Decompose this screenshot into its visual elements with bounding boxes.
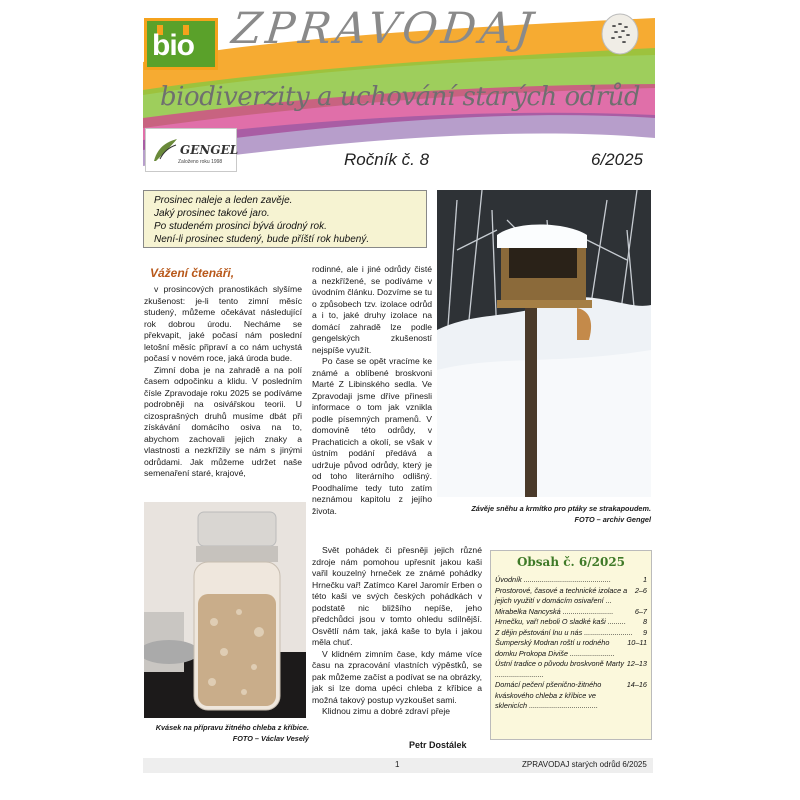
- proverb-line: Jaký prosinec takové jaro.: [154, 208, 270, 219]
- footer-publication: ZPRAVODAJ starých odrůd 6/2025: [522, 760, 647, 769]
- gengel-logo: [145, 128, 237, 172]
- snow-birdfeeder-photo: [437, 190, 651, 497]
- article-column-2-lower: [312, 545, 482, 718]
- proverb-line: Prosinec naleje a leden zavěje.: [154, 195, 293, 206]
- paragraph: Svět pohádek či přesněji jejich různé zdroje nám pomohou upřesnit jakou kaši vařil kouzelný hrneček ze známé pohádky Hrnečku vař! Zatímco Karel Jaromír Erben o této kaši ve svých českých pohádkách v podstatě nic bližšího nepíše, jeho předchůdci jsou v tomto ohledu sdílnější. Osvětlí nám tak, jaká kaše to byla i jakou měla chuť.: [312, 545, 482, 647]
- gengel-wordmark: GENGEL: [180, 143, 239, 157]
- table-of-contents: [490, 550, 652, 740]
- snow-photo-caption: [437, 503, 651, 525]
- newsletter-title: ZPRAVODAJ: [229, 4, 540, 54]
- volume-label: Ročník č. 8: [344, 150, 430, 169]
- issue-label: 6/2025: [591, 150, 643, 169]
- caption-text: Závěje sněhu a krmítko pro ptáky se strakapoudem.: [471, 504, 651, 513]
- toc-item[interactable]: Domácí pečení pšenično-žitného kváskového chleba z kříbice ve sklenicích .................................. 14–16: [495, 680, 647, 710]
- proverb-line: Po studeném prosinci bývá úrodný rok.: [154, 221, 327, 232]
- gengel-tagline: Založeno roku 1998: [178, 159, 223, 165]
- toc-item[interactable]: Mirabelka Nancyská ......................... 6–7: [495, 606, 647, 616]
- gengel-emblem-icon: [150, 135, 180, 165]
- article-column-2: [312, 264, 432, 517]
- newsletter-subtitle: biodiverzity a uchování starých odrůd: [160, 82, 641, 112]
- toc-item[interactable]: Z dějin pěstování lnu u nás ........................ 9: [495, 627, 647, 637]
- caption-credit: FOTO – archiv Gengel: [574, 515, 651, 524]
- paragraph: Zimní doba je na zahradě a na polí časem odpočinku a klidu. V posledním čísle Zpravodaje roku 2025 se podíváme podrobněji na osivářskou teorii. U cizosprašných druhů musíme dbát při získávání domácího osiva na to, abychom zachovali jejich znaky a vlastnosti a nezkřížily se nám s jinými odrůdami. Jak můžeme udržet naše semenaření staré, krajové,: [144, 364, 302, 478]
- article-column-1: [144, 284, 302, 480]
- toc-list: [495, 575, 647, 712]
- sourdough-jar-photo: [144, 502, 306, 718]
- page-number: 1: [395, 760, 400, 769]
- paragraph: Po čase se opět vracíme ke známé a oblíbené broskvoni Marté Z Libinského sedla. Ve Zpravodaji jsme dříve přinesli informace o tom jak vznikla podle písemných pramenů. V domovině této odrůdy, v Prachaticich a okolí, se však v ústním podání předává a udržuje původ odrůdy, který je od toho literárního odlišný. Poodhalíme tedy tuto zatím neznámou kapitolu z jejího života.: [312, 356, 432, 516]
- seed-hand-icon: [596, 6, 644, 56]
- bio-logo: bio: [144, 18, 218, 70]
- toc-item[interactable]: Úvodník ........................................... 1: [495, 575, 647, 584]
- paragraph: Klidnou zimu a dobré zdraví přeje: [322, 706, 451, 716]
- caption-credit: FOTO – Václav Veselý: [232, 734, 309, 743]
- paragraph: v prosincových pranostikách slyšíme zkušenost: je-li tento zimní měsíc studený, můžeme očekávat následující rok dobrou úrodu. Necháme se překvapit, jaké počasí nám poslední letošní měsíc připraví a co nám uchystá počasí v novém roce, jaká úroda bude.: [144, 284, 302, 363]
- proverbs-box: [143, 190, 427, 248]
- toc-item[interactable]: Hrnečku, vař! neboli O sladké kaši ......... 8: [495, 617, 647, 626]
- toc-item[interactable]: Ústní tradice o původu broskvoně Marty ........................ 12–13: [495, 659, 647, 679]
- proverb-line: Není-li prosinec studený, bude příští rok hubený.: [154, 234, 370, 245]
- paragraph: V klidném zimním čase, kdy máme více času na zpracování vlastních výpěstků, se pak můžeme začíst a podívat se na obrázky, jak si lze doma upéci chleba z kříbice a možná takový postup vyzkoušet sami.: [312, 648, 482, 705]
- paragraph: rodinné, ale i jiné odrůdy čisté a nezkřížené, se podíváme v úvodním článku. Dozvíme se tu o způsobech tzv. izolace odrůd a i to, jaké druhy izolace na domácí zahradě lze podle gengelských zkušeností nejspíše využít.: [312, 264, 432, 355]
- article-greeting: Vážení čtenáři,: [150, 266, 235, 280]
- toc-item[interactable]: Šumperský Modran roští u rodného domku Prokopa Diviše ...................... 10–11: [495, 638, 647, 658]
- caption-text: Kvásek na přípravu žitného chleba z kříbice.: [155, 723, 309, 732]
- author-signature: Petr Dostálek: [409, 740, 467, 750]
- jar-photo-caption: [144, 722, 309, 744]
- toc-title: Obsah č. 6/2025: [516, 555, 626, 569]
- toc-item[interactable]: Prostorové, časové a technické izolace a jejich využití v domácím osivaření ... 2–6: [495, 585, 647, 605]
